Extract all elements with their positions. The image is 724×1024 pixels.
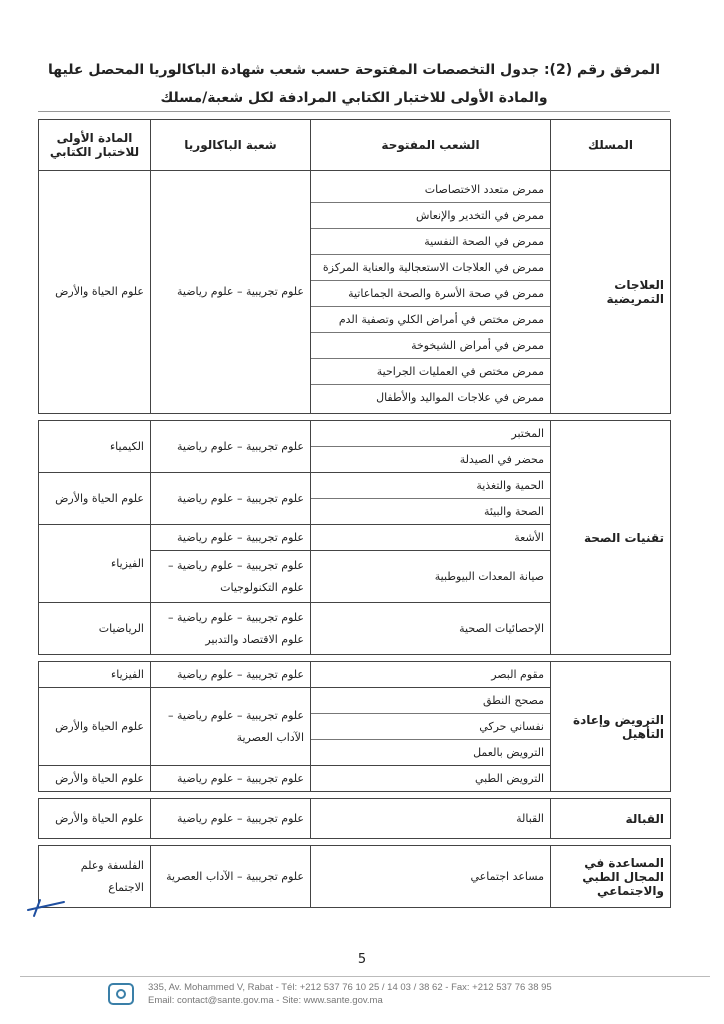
stream-cell: علوم تجريبية – علوم رياضية bbox=[151, 525, 311, 551]
subject-cell: الفيزياء bbox=[39, 662, 151, 688]
branch-item: ممرض مختص في العمليات الجراحية bbox=[311, 359, 550, 385]
stream-cell: علوم تجريبية – علوم رياضية bbox=[151, 473, 311, 525]
subject-cell: علوم الحياة والأرض bbox=[39, 799, 151, 839]
branch-list bbox=[311, 603, 551, 655]
branch-item: ممرض في صحة الأسرة والصحة الجماعاتية bbox=[311, 281, 550, 307]
track-nursing: العلاجات التمريضية bbox=[551, 171, 671, 414]
stream-cell: علوم تجريبية – علوم رياضية – علوم التكنولوجيات bbox=[151, 551, 311, 603]
branch-list bbox=[311, 688, 551, 766]
footer-address: 335, Av. Mohammed V, Rabat - Tél: +212 537 76 10 25 / 14 03 / 38 62 - Fax: +212 537 76 38 95 bbox=[148, 982, 552, 993]
subject-cell: علوم الحياة والأرض bbox=[39, 473, 151, 525]
specialties-table bbox=[38, 119, 671, 908]
title-rule bbox=[38, 111, 670, 112]
branch-item: مقوم البصر bbox=[491, 668, 544, 681]
branch-item: ممرض في علاجات المواليد والأطفال bbox=[376, 391, 544, 404]
track-health-tech: تقنيات الصحة bbox=[551, 421, 671, 655]
header-branches: الشعب المفتوحة bbox=[311, 120, 551, 171]
branch-item: المختبر bbox=[311, 421, 550, 447]
branch-list bbox=[311, 473, 551, 525]
track-midwifery: القبالة bbox=[551, 799, 671, 839]
header-track: المسلك bbox=[551, 120, 671, 171]
stream-cell: علوم تجريبية – علوم رياضية bbox=[151, 766, 311, 792]
footer-contact bbox=[148, 981, 552, 1007]
subject-cell: الرياضيات bbox=[39, 603, 151, 655]
branch-item: مساعد اجتماعي bbox=[470, 870, 544, 883]
subject-cell: الفيزياء bbox=[39, 525, 151, 603]
branch-item: الصحة والبيئة bbox=[483, 505, 544, 518]
branch-list bbox=[311, 766, 551, 792]
branch-list bbox=[311, 551, 551, 603]
branch-item: مصحح النطق bbox=[311, 688, 550, 714]
track-social: المساعدة في المجال الطبي والاجتماعي bbox=[551, 846, 671, 908]
stream-cell: علوم تجريبية – علوم رياضية bbox=[151, 421, 311, 473]
branch-list bbox=[311, 421, 551, 473]
signature-mark bbox=[20, 896, 70, 918]
ministry-logo-icon bbox=[108, 983, 134, 1005]
footer-email-site: Email: contact@sante.gov.ma - Site: www.sante.gov.ma bbox=[148, 995, 383, 1006]
header-stream: شعبة الباكالوريا bbox=[151, 120, 311, 171]
branch-item: الأشعة bbox=[514, 531, 544, 544]
table-header-row bbox=[39, 120, 671, 171]
table-row bbox=[39, 662, 671, 688]
branch-item: الحمية والتغذية bbox=[311, 473, 550, 499]
subject-cell: الكيمياء bbox=[39, 421, 151, 473]
branch-list bbox=[311, 799, 551, 839]
branch-list bbox=[311, 171, 551, 414]
stream-cell: علوم تجريبية – علوم رياضية – علوم الاقتصاد والتدبير bbox=[151, 603, 311, 655]
branch-item: صيانة المعدات البيوطبية bbox=[434, 570, 544, 583]
branch-item: ممرض متعدد الاختصاصات bbox=[311, 177, 550, 203]
table-row bbox=[39, 799, 671, 839]
branch-item: الإحصائيات الصحية bbox=[459, 622, 544, 635]
branch-item: القبالة bbox=[516, 812, 544, 825]
page-footer bbox=[20, 976, 710, 1007]
stream-cell: علوم تجريبية – علوم رياضية – الآداب العصرية bbox=[151, 688, 311, 766]
branch-item: ممرض في العلاجات الاستعجالية والعناية المركزة bbox=[311, 255, 550, 281]
stream-cell: علوم تجريبية – علوم رياضية bbox=[151, 662, 311, 688]
subject-cell: علوم الحياة والأرض bbox=[39, 688, 151, 766]
branch-item: ممرض في الصحة النفسية bbox=[311, 229, 550, 255]
branch-item: الترويض بالعمل bbox=[473, 746, 544, 759]
subject-cell: علوم الحياة والأرض bbox=[39, 171, 151, 414]
page-number: 5 bbox=[357, 952, 367, 967]
branch-item: ممرض مختص في أمراض الكلي وتصفية الدم bbox=[311, 307, 550, 333]
table-row bbox=[39, 846, 671, 908]
branch-list bbox=[311, 525, 551, 551]
track-rehab: الترويض وإعادة التأهيل bbox=[551, 662, 671, 792]
stream-cell: علوم تجريبية – علوم رياضية bbox=[151, 799, 311, 839]
branch-list bbox=[311, 662, 551, 688]
page-title: المرفق رقم (2): جدول التخصصات المفتوحة حسب شعب شهادة الباكالوريا المحصل عليها والمادة الأولى للاختبار الكتابي المرادفة لكل شعبة/مسلك bbox=[47, 62, 660, 106]
stream-cell: علوم تجريبية – علوم رياضية bbox=[151, 171, 311, 414]
stream-cell: علوم تجريبية – الآداب العصرية bbox=[151, 846, 311, 908]
branch-item: الترويض الطبي bbox=[474, 772, 544, 785]
header-subject: المادة الأولى للاختبار الكتابي bbox=[39, 120, 151, 171]
table-row bbox=[39, 421, 671, 473]
subject-cell: علوم الحياة والأرض bbox=[39, 766, 151, 792]
subject-cell: الفلسفة وعلم الاجتماع bbox=[39, 846, 151, 908]
branch-list bbox=[311, 846, 551, 908]
branch-item: نفساني حركي bbox=[311, 714, 550, 740]
table-row bbox=[39, 171, 671, 414]
branch-item: محضر في الصيدلة bbox=[459, 453, 544, 466]
branch-item: ممرض في التخدير والإنعاش bbox=[311, 203, 550, 229]
branch-item: ممرض في أمراض الشيخوخة bbox=[311, 333, 550, 359]
